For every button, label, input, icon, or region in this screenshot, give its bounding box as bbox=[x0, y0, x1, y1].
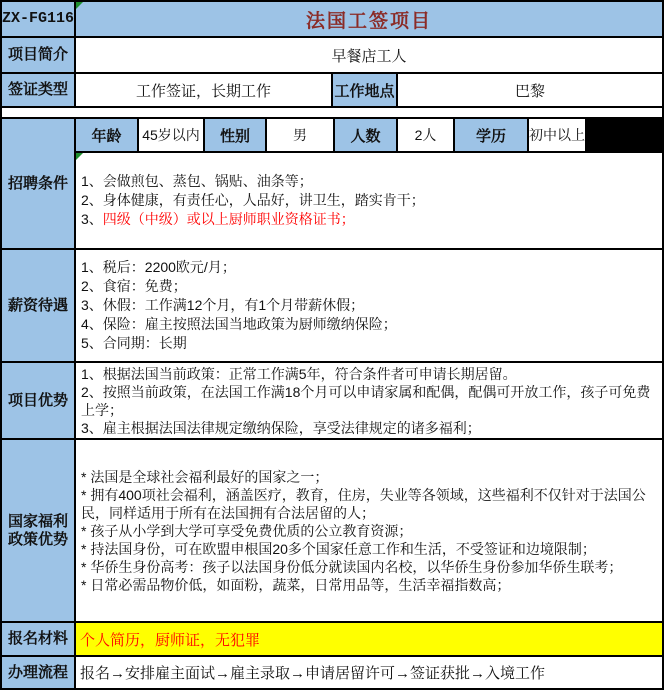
salary-label: 薪资待遇 bbox=[2, 250, 74, 361]
intro-value: 早餐店工人 bbox=[76, 38, 662, 72]
materials-label: 报名材料 bbox=[2, 623, 74, 655]
welfare-details bbox=[76, 440, 662, 621]
visa-row bbox=[2, 74, 662, 106]
advantage-line: 3、雇主根据法国法律规定缴纳保险，享受法律规定的诸多福利； bbox=[81, 419, 481, 436]
page-title: 法国工签项目 bbox=[305, 10, 432, 32]
visa-type-value: 工作签证，长期工作 bbox=[76, 74, 331, 106]
recruit-specs-row bbox=[76, 119, 662, 151]
cell-error-triangle-icon bbox=[76, 2, 83, 9]
welfare-line: * 孩子从小学到大学可享受免费优质的公立教育资源； bbox=[81, 522, 413, 539]
advantage-line: 1、根据法国当前政策：正常工作满5年，符合条件者可申请长期居留。 bbox=[81, 365, 517, 382]
recruit-label: 招聘条件 bbox=[2, 119, 74, 248]
welfare-line: * 华侨生身份高考：孩子以法国身份低分就读国内名校，以华侨生身份参加华侨生联考； bbox=[81, 558, 623, 575]
salary-section bbox=[2, 250, 662, 361]
recruit-requirements bbox=[76, 153, 662, 248]
recruit-line-1: 1、会做煎包、蒸包、锅贴、油条等； bbox=[81, 173, 313, 189]
header-row bbox=[2, 2, 662, 36]
age-label: 年龄 bbox=[76, 119, 137, 151]
materials-row bbox=[2, 623, 662, 655]
salary-line: 2、食宿：免费； bbox=[81, 278, 187, 294]
cell-error-triangle-icon bbox=[76, 153, 83, 160]
welfare-line: * 持法国身份，可在欧盟申根国20多个国家任意工作和生活，不受签证和边境限制； bbox=[81, 540, 596, 557]
work-location-value: 巴黎 bbox=[398, 74, 662, 106]
salary-details bbox=[76, 250, 662, 361]
salary-line: 5、合同期：长期 bbox=[81, 335, 187, 351]
education-label: 学历 bbox=[455, 119, 527, 151]
welfare-label: 国家福利政策优势 bbox=[2, 440, 74, 621]
process-row bbox=[2, 657, 662, 688]
salary-line: 1、税后：2200欧元/月； bbox=[81, 259, 236, 275]
materials-value: 个人简历，厨师证，无犯罪 bbox=[76, 623, 662, 655]
visa-type-label: 签证类型 bbox=[2, 74, 74, 106]
welfare-line: * 法国是全球社会福利最好的国家之一； bbox=[81, 468, 329, 485]
recruit-line-2: 2、身体健康，有责任心，人品好，讲卫生，踏实肯干； bbox=[81, 192, 425, 208]
welfare-section bbox=[2, 440, 662, 621]
count-label: 人数 bbox=[335, 119, 396, 151]
gender-label: 性别 bbox=[205, 119, 265, 151]
work-location-label: 工作地点 bbox=[333, 74, 396, 106]
advantages-section bbox=[2, 363, 662, 438]
spacer-row bbox=[2, 108, 662, 117]
intro-row bbox=[2, 38, 662, 72]
welfare-line: * 日常必需品物价低，如面粉，蔬菜，日常用品等，生活幸福指数高； bbox=[81, 576, 511, 593]
process-value: 报名→安排雇主面试→雇主录取→申请居留许可→签证获批→入境工作 bbox=[76, 657, 662, 688]
age-value: 45岁以内 bbox=[139, 119, 203, 151]
process-label: 办理流程 bbox=[2, 657, 74, 688]
recruit-line-3: 3、四级（中级）或以上厨师职业资格证书； bbox=[81, 211, 355, 227]
welfare-line: * 拥有400项社会福利，涵盖医疗，教育，住房，失业等各领域，这些福利不仅针对于法国公民，同样适用于所有在法国拥有合法居留的人； bbox=[81, 486, 646, 521]
intro-label: 项目简介 bbox=[2, 38, 74, 72]
salary-line: 3、休假：工作满12个月，有1个月带薪休假； bbox=[81, 297, 365, 313]
advantage-line: 2、按照当前政策，在法国工作满18个月可以申请家属和配偶，配偶可开放工作，孩子可免费上学； bbox=[81, 383, 651, 418]
project-code: ZX-FG116 bbox=[2, 2, 74, 36]
education-value: 初中以上 bbox=[529, 119, 585, 151]
salary-line: 4、保险：雇主按照法国当地政策为厨师缴纳保险； bbox=[81, 316, 397, 332]
gender-value: 男 bbox=[267, 119, 333, 151]
advantages-details bbox=[76, 363, 662, 438]
count-value: 2人 bbox=[398, 119, 453, 151]
page-title-cell bbox=[76, 2, 662, 36]
certificate-requirement: 四级（中级）或以上厨师职业资格证书； bbox=[102, 211, 355, 227]
advantages-label: 项目优势 bbox=[2, 363, 74, 438]
recruit-section bbox=[2, 119, 662, 248]
